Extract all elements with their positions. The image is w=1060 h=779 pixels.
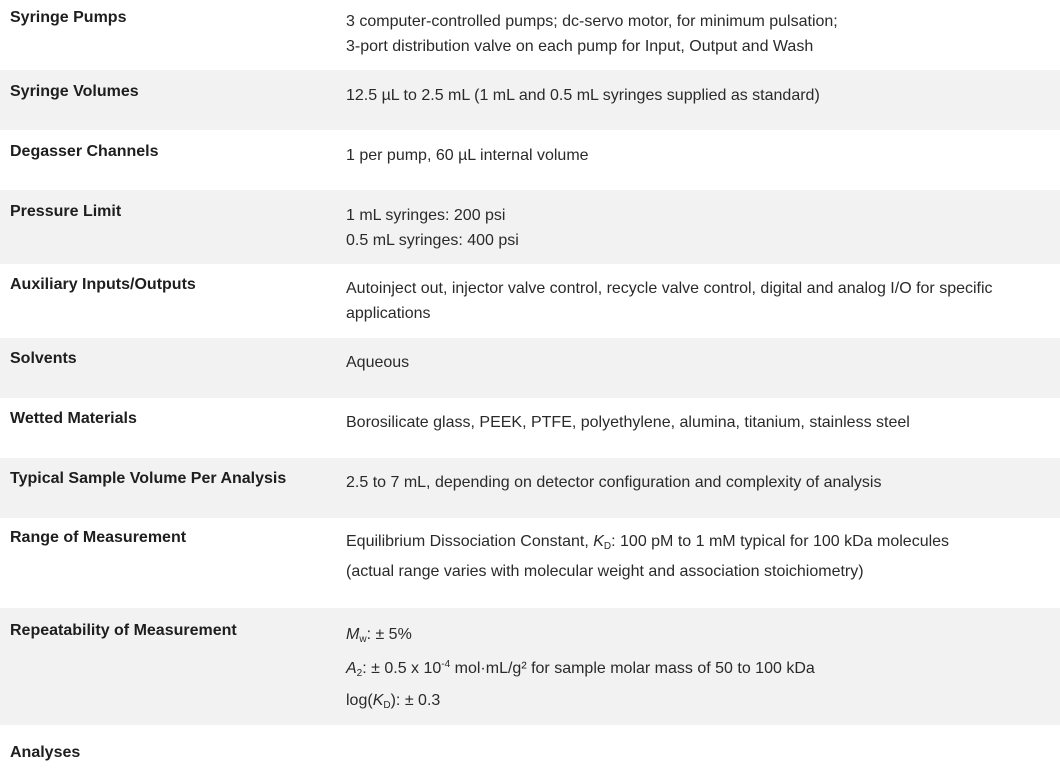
a2-text: : ± 0.5 x 10 — [362, 660, 442, 677]
logkd-suffix: ): ± 0.3 — [390, 692, 441, 709]
spec-value-line: (actual range varies with molecular weight and association stoichiometry) — [346, 563, 864, 580]
kd-range-line — [346, 529, 1060, 559]
kd-symbol: K — [593, 533, 604, 550]
spec-value-line: 2.5 to 7 mL, depending on detector configuration and complexity of analysis — [346, 474, 882, 491]
spec-value-line: 1 mL syringes: 200 psi — [346, 207, 506, 224]
a2-exponent: -4 — [441, 659, 451, 670]
spec-row-sample-volume — [0, 458, 1060, 518]
spec-value — [346, 203, 1060, 264]
spec-label: Solvents — [10, 350, 77, 367]
kd-prefix: Equilibrium Dissociation Constant, — [346, 533, 594, 550]
spec-row-pressure-limit — [0, 190, 1060, 264]
spec-value — [346, 410, 1060, 458]
spec-row-analyses — [0, 725, 1060, 779]
spec-value-line: 3 computer-controlled pumps; dc-servo motor, for minimum pulsation; — [346, 13, 838, 30]
spec-row-repeatability — [0, 608, 1060, 725]
spec-row-syringe-pumps — [0, 0, 1060, 70]
spec-label: Syringe Volumes — [10, 83, 139, 100]
mw-subscript: w — [359, 634, 367, 645]
a2-line — [346, 652, 1060, 686]
spec-label: Pressure Limit — [10, 203, 122, 220]
spec-label: Repeatability of Measurement — [10, 622, 237, 639]
spec-value — [346, 276, 1060, 338]
spec-label: Wetted Materials — [10, 410, 137, 427]
spec-value-line: 1 per pump, 60 µL internal volume — [346, 147, 589, 164]
spec-row-syringe-volumes — [0, 70, 1060, 130]
logkd-subscript: D — [383, 700, 391, 711]
mw-line — [346, 622, 1060, 652]
spec-label: Syringe Pumps — [10, 9, 127, 26]
mw-symbol: M — [346, 626, 360, 643]
spec-value-line: Borosilicate glass, PEEK, PTFE, polyethylene, alumina, titanium, stainless steel — [346, 414, 910, 431]
spec-value-line: Autoinject out, injector valve control, recycle valve control, digital and analog I/O for specific applications — [346, 280, 993, 322]
spec-row-solvents — [0, 338, 1060, 398]
spec-value — [346, 529, 1060, 608]
spec-value — [346, 9, 1060, 70]
spec-row-degasser-channels — [0, 130, 1060, 190]
a2-symbol: A — [346, 660, 357, 677]
logkd-line — [346, 688, 1060, 718]
spec-value — [346, 350, 1060, 398]
spec-value — [346, 622, 1060, 725]
spec-value — [346, 83, 1060, 130]
spec-label: Degasser Channels — [10, 143, 159, 160]
spec-label: Typical Sample Volume Per Analysis — [10, 470, 287, 487]
spec-value — [346, 470, 1060, 518]
spec-row-wetted-materials — [0, 398, 1060, 458]
spec-label: Range of Measurement — [10, 529, 187, 546]
a2-unit-text: mol·mL/g² for sample molar mass of 50 to 100 kDa — [450, 660, 815, 677]
spec-value-line: 12.5 µL to 2.5 mL (1 mL and 0.5 mL syringes supplied as standard) — [346, 87, 820, 104]
spec-value-line: Aqueous — [346, 354, 410, 371]
spec-value-line: 0.5 mL syringes: 400 psi — [346, 232, 519, 249]
spec-label: Analyses — [10, 744, 81, 761]
mw-text: : ± 5% — [366, 626, 412, 643]
a2-subscript: 2 — [356, 668, 363, 679]
logkd-symbol: K — [372, 692, 384, 709]
spec-value-line: 3-port distribution valve on each pump for Input, Output and Wash — [346, 38, 814, 55]
kd-subscript: D — [603, 541, 612, 552]
logkd-prefix: log( — [346, 692, 373, 709]
kd-suffix: : 100 pM to 1 mM typical for 100 kDa molecules — [611, 533, 950, 550]
spec-row-range-of-measurement — [0, 518, 1060, 608]
spec-value — [346, 744, 1060, 779]
spec-row-auxiliary-io — [0, 264, 1060, 338]
spec-value — [346, 143, 1060, 190]
spec-label: Auxiliary Inputs/Outputs — [10, 276, 196, 293]
